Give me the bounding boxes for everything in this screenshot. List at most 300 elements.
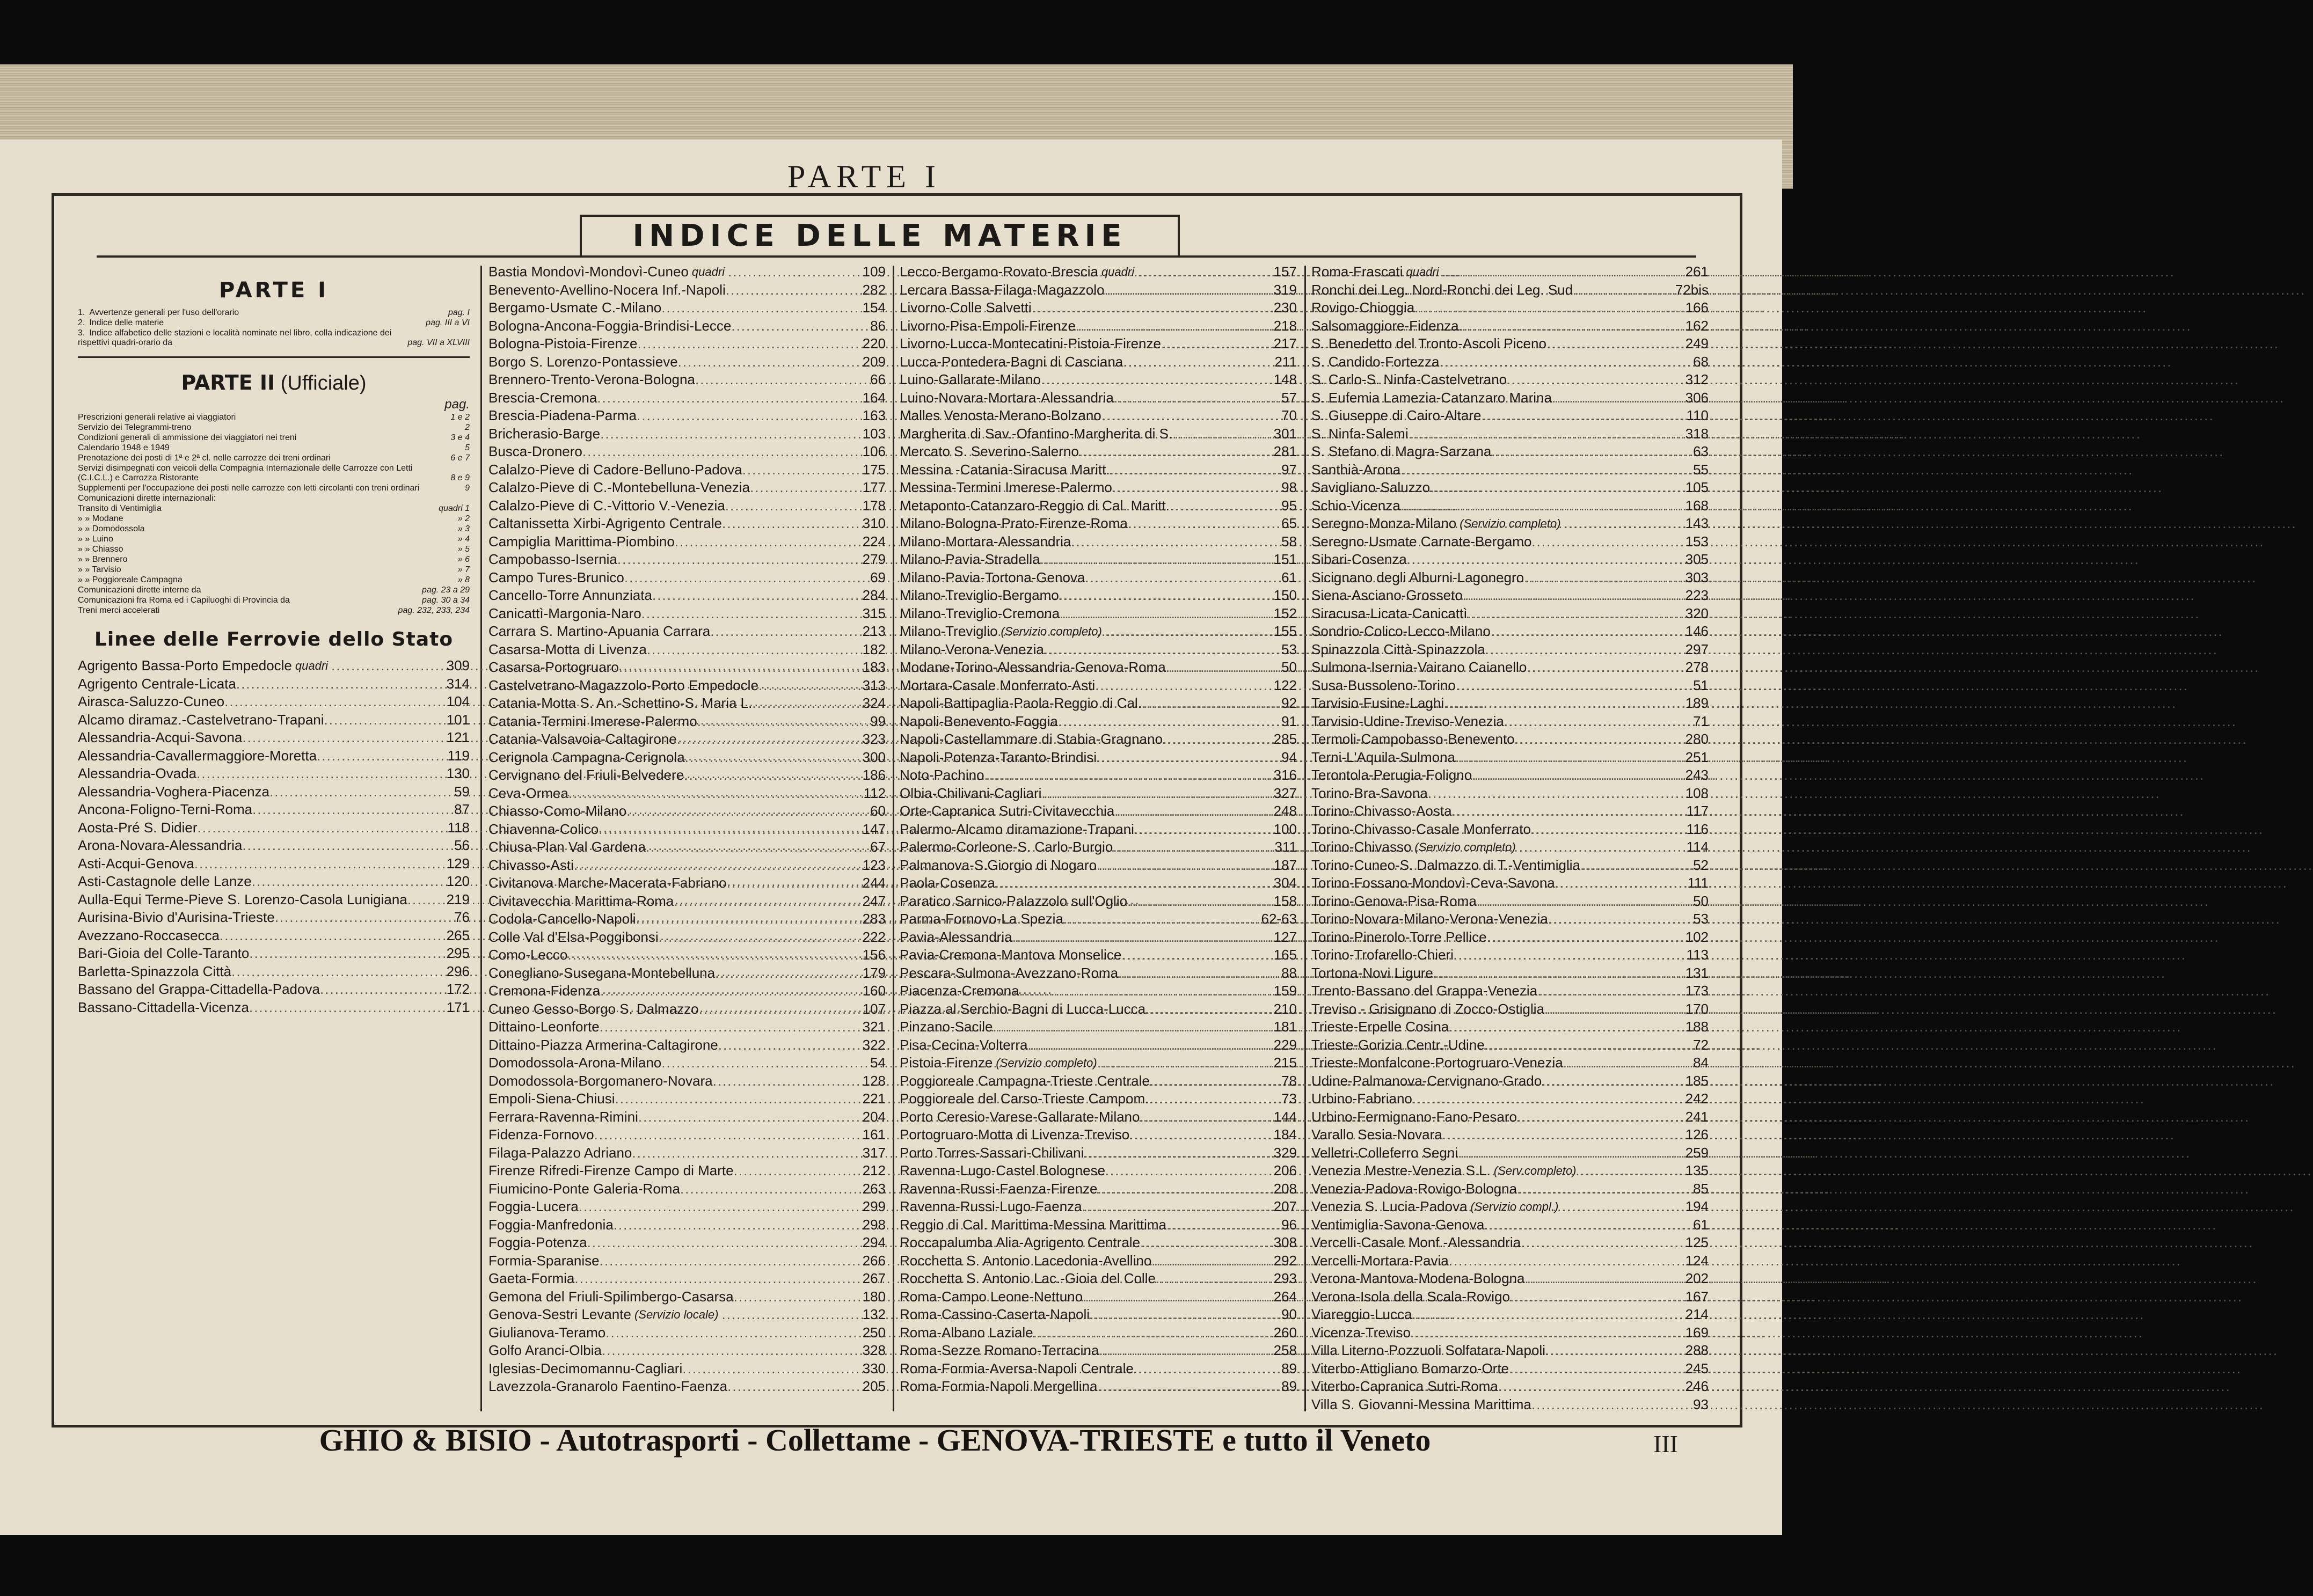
leader-dots bbox=[722, 515, 847, 533]
entry-text bbox=[78, 318, 420, 328]
entry-page: 3 e 4 bbox=[450, 433, 470, 442]
entry-page: 5 bbox=[465, 443, 470, 452]
index-entry bbox=[488, 389, 886, 407]
index-entry bbox=[78, 891, 470, 909]
leader-dots bbox=[600, 982, 847, 1000]
leader-dots bbox=[1515, 730, 1670, 749]
leader-dots bbox=[725, 497, 847, 515]
leader-dots bbox=[699, 1000, 847, 1019]
leader-dots bbox=[1411, 1324, 1670, 1342]
quadro-number: 251 bbox=[1685, 749, 1709, 765]
leader-dots bbox=[637, 407, 847, 425]
index-entry bbox=[1311, 263, 1709, 281]
column-4 bbox=[1311, 263, 1709, 1417]
index-entry bbox=[1311, 785, 1709, 803]
index-entry bbox=[900, 515, 1297, 533]
index-entry bbox=[900, 407, 1297, 425]
line-name: Orte-Capranica Sutri-Civitavecchia bbox=[900, 803, 1115, 819]
quadro-number: 264 bbox=[1273, 1288, 1297, 1305]
index-entry bbox=[1311, 874, 1709, 892]
index-entry bbox=[488, 587, 886, 605]
leader-dots bbox=[252, 801, 431, 819]
section-rule bbox=[78, 356, 470, 358]
leader-dots bbox=[718, 1036, 847, 1055]
leader-dots bbox=[1517, 1108, 1670, 1126]
index-entry bbox=[900, 1036, 1297, 1055]
line-name: Tarvisio-Udine-Treviso-Venezia bbox=[1311, 713, 1504, 729]
line-name: Catania-Motta S. An.-Schettino-S. Maria L. bbox=[488, 695, 753, 711]
quadro-number: 323 bbox=[862, 731, 886, 747]
quadro-number: 296 bbox=[446, 963, 470, 979]
index-entry bbox=[1311, 802, 1709, 821]
line-name: Trieste-Monfalcone-Portogruaro-Venezia bbox=[1311, 1055, 1563, 1071]
quadro-number: 278 bbox=[1685, 659, 1709, 675]
line-name: Treviso - Grisignano di Zocco-Ostiglia bbox=[1311, 1000, 1544, 1017]
line-name: Seregno-Monza-Milano bbox=[1311, 515, 1457, 531]
contents-entry bbox=[78, 433, 470, 443]
index-entry bbox=[1311, 964, 1709, 983]
quadro-number: 144 bbox=[1273, 1108, 1297, 1125]
leader-dots bbox=[636, 910, 847, 928]
line-name: Porto Torres-Sassari-Chilivani bbox=[900, 1144, 1084, 1161]
leader-dots bbox=[721, 1306, 847, 1324]
index-entry bbox=[488, 713, 886, 731]
quadro-number: 280 bbox=[1685, 731, 1709, 747]
quadro-number: 265 bbox=[446, 927, 470, 943]
index-entry bbox=[900, 1324, 1297, 1342]
line-name: Busca-Dronero bbox=[488, 443, 582, 459]
entry-text bbox=[78, 423, 459, 433]
leader-dots bbox=[677, 730, 847, 749]
quadro-number: 52 bbox=[1693, 856, 1709, 873]
line-name: Palermo-Corleone-S. Carlo-Burgio bbox=[900, 839, 1113, 855]
quadro-number: 150 bbox=[1273, 587, 1297, 603]
line-name: Milano-Pavia-Tortona-Genova bbox=[900, 569, 1085, 585]
quadro-number: 163 bbox=[862, 407, 886, 423]
index-entry bbox=[488, 1378, 886, 1396]
entry-page: 1 e 2 bbox=[450, 413, 470, 422]
quadro-number: 312 bbox=[1685, 371, 1709, 387]
line-name: S. Stefano di Magra-Sarzana bbox=[1311, 443, 1492, 459]
line-name: Formia-Sparanise bbox=[488, 1252, 600, 1269]
quadro-number: 263 bbox=[862, 1180, 886, 1197]
quadro-number: 259 bbox=[1685, 1144, 1709, 1161]
leader-dots bbox=[1027, 1036, 1258, 1055]
line-name: Chiavenna-Colico bbox=[488, 821, 599, 837]
leader-dots bbox=[1114, 802, 1258, 821]
index-entry bbox=[900, 1270, 1297, 1288]
index-entry bbox=[1311, 856, 1709, 875]
leader-dots bbox=[1097, 1180, 1258, 1198]
index-entry bbox=[488, 1288, 886, 1306]
index-entry bbox=[78, 927, 470, 945]
quadro-number: 320 bbox=[1685, 605, 1709, 621]
entry-page: » 6 bbox=[457, 555, 470, 564]
line-name: Torino-Pinerolo-Torre Pellice bbox=[1311, 928, 1487, 945]
line-name: Mortara-Casale Monferrato-Asti bbox=[900, 677, 1096, 693]
index-entry bbox=[900, 623, 1297, 641]
line-name: Alessandria-Cavallermaggiore-Moretta bbox=[78, 747, 317, 764]
quadro-number: 211 bbox=[1274, 353, 1297, 370]
index-entry bbox=[1311, 982, 1709, 1000]
index-entry bbox=[900, 1072, 1297, 1090]
line-name: Avezzano-Roccasecca bbox=[78, 927, 220, 943]
quadro-number: 94 bbox=[1281, 749, 1297, 765]
quadro-number: 101 bbox=[446, 711, 470, 728]
leader-dots bbox=[1137, 263, 1258, 281]
index-entry bbox=[488, 479, 886, 497]
leader-dots bbox=[1452, 802, 1670, 821]
index-entry bbox=[1311, 299, 1709, 317]
quadro-number: 92 bbox=[1281, 695, 1297, 711]
leader-dots bbox=[995, 874, 1258, 892]
entry-label: Transito di Ventimiglia bbox=[78, 504, 162, 513]
leader-dots bbox=[231, 963, 431, 981]
line-name: Viterbo-Capranica Sutri-Roma bbox=[1311, 1378, 1498, 1394]
index-entry bbox=[900, 1162, 1297, 1180]
quadro-number: 65 bbox=[1281, 515, 1297, 531]
quadro-number: 266 bbox=[862, 1252, 886, 1269]
quadro-number: 84 bbox=[1693, 1055, 1709, 1071]
entry-label: Comunicazioni fra Roma ed i Capiluoghi di Provincia da bbox=[78, 596, 290, 605]
index-entry bbox=[1311, 1126, 1709, 1144]
quadro-number: 93 bbox=[1693, 1396, 1709, 1412]
quadro-number: 247 bbox=[862, 892, 886, 909]
column-1 bbox=[78, 263, 470, 1417]
line-name: Campiglia Marittima-Piombino bbox=[488, 533, 675, 550]
line-name: Ferrara-Ravenna-Rimini bbox=[488, 1108, 638, 1125]
line-name: Sulmona-Isernia-Vairano Caianello bbox=[1311, 659, 1527, 675]
line-name: Benevento-Avellino-Nocera Inf.-Napoli bbox=[488, 281, 726, 298]
line-name: Firenze Rifredi-Firenze Campo di Marte bbox=[488, 1162, 734, 1178]
index-entry bbox=[1311, 749, 1709, 767]
index-entry bbox=[488, 730, 886, 749]
leader-dots bbox=[1509, 1360, 1670, 1378]
index-entry bbox=[1311, 658, 1709, 677]
quadro-number: 321 bbox=[862, 1019, 886, 1035]
leader-dots bbox=[1063, 910, 1258, 928]
leader-dots bbox=[579, 1198, 847, 1216]
line-name: Paola-Cosenza bbox=[900, 875, 995, 891]
leader-dots bbox=[1149, 1090, 1258, 1108]
quadro-number: 121 bbox=[446, 729, 470, 745]
leader-dots bbox=[1041, 371, 1258, 389]
line-name: Venezia S. Lucia-Padova bbox=[1311, 1198, 1468, 1214]
index-entry bbox=[900, 892, 1297, 911]
index-entry bbox=[1311, 1288, 1709, 1306]
line-name: Venezia-Padova-Rovigo-Bologna bbox=[1311, 1180, 1517, 1197]
line-name: Piacenza-Cremona bbox=[900, 983, 1019, 999]
index-entry bbox=[488, 766, 886, 785]
line-name: Iglesias-Decimomannu-Cagliari bbox=[488, 1360, 683, 1377]
line-name: Lavezzola-Granarolo Faentino-Faenza bbox=[488, 1378, 728, 1394]
line-name: Velletri-Colleferro Segni bbox=[1311, 1144, 1458, 1161]
contents-entry bbox=[78, 535, 470, 544]
line-name: Verona-Mantova-Modena-Bologna bbox=[1311, 1270, 1525, 1286]
index-entry bbox=[1311, 1036, 1709, 1055]
line-name: Napoli-Potenza-Taranto-Brindisi bbox=[900, 749, 1097, 765]
line-name: Poggioreale del Carso-Trieste Campom. bbox=[900, 1090, 1149, 1107]
quadro-number: 202 bbox=[1685, 1270, 1709, 1286]
line-name: Genova-Sestri Levante bbox=[488, 1306, 631, 1322]
index-entry bbox=[1311, 281, 1709, 299]
entry-page: pag. VII a XLVIII bbox=[407, 338, 470, 347]
quadro-number: 130 bbox=[446, 765, 470, 781]
leader-dots bbox=[1412, 1090, 1670, 1108]
quadro-number: 295 bbox=[446, 945, 470, 961]
leader-dots bbox=[1414, 299, 1670, 317]
line-name: Chiasso-Como-Milano bbox=[488, 803, 627, 819]
index-entry bbox=[78, 873, 470, 891]
quadro-number: 105 bbox=[1685, 479, 1709, 495]
leader-dots bbox=[1573, 281, 1670, 299]
line-name: S. Benedetto del Tronto-Ascoli Piceno bbox=[1311, 335, 1546, 352]
quadro-number: 243 bbox=[1685, 767, 1709, 783]
line-name: Malles Venosta-Merano-Bolzano bbox=[900, 407, 1101, 423]
index-entry bbox=[488, 407, 886, 425]
line-note: quadri bbox=[691, 265, 725, 279]
entry-text bbox=[78, 524, 453, 534]
index-entry bbox=[488, 694, 886, 713]
entry-label: » » Poggioreale Campagna bbox=[78, 575, 183, 584]
index-entry bbox=[1311, 1180, 1709, 1198]
leader-dots bbox=[1562, 1198, 1670, 1216]
index-entry bbox=[488, 317, 886, 335]
line-name: Carrara S. Martino-Apuania Carrara bbox=[488, 623, 711, 639]
leader-dots bbox=[1524, 1270, 1670, 1288]
line-name: Noto-Pachino bbox=[900, 767, 984, 783]
index-entry bbox=[1311, 1324, 1709, 1342]
entry-page: » 5 bbox=[457, 545, 470, 554]
line-name: Roma-Formia-Aversa-Napoli Centrale bbox=[900, 1360, 1134, 1377]
quadro-number: 306 bbox=[1685, 389, 1709, 406]
index-entry bbox=[900, 1126, 1297, 1144]
quadro-number: 119 bbox=[447, 747, 470, 764]
index-entry bbox=[1311, 497, 1709, 515]
entry-label: » » Modane bbox=[78, 514, 123, 523]
quadro-number: 90 bbox=[1281, 1306, 1297, 1322]
leader-dots bbox=[1172, 425, 1258, 443]
line-name: Pisa-Cecina-Volterra bbox=[900, 1036, 1028, 1053]
quadro-number: 322 bbox=[862, 1036, 886, 1053]
line-name: Olbia-Chilivani-Cagliari bbox=[900, 785, 1042, 801]
quadro-number: 158 bbox=[1273, 892, 1297, 909]
leader-dots bbox=[249, 999, 431, 1017]
entry-text bbox=[78, 464, 445, 483]
leader-dots bbox=[249, 945, 431, 963]
quadro-number: 244 bbox=[862, 875, 886, 891]
line-name: Piazza al Serchio-Bagni di Lucca-Lucca bbox=[900, 1000, 1146, 1017]
index-entry bbox=[488, 821, 886, 839]
leader-dots bbox=[1458, 1144, 1670, 1162]
leader-dots bbox=[1430, 479, 1670, 497]
quadro-number: 106 bbox=[862, 443, 886, 459]
index-entry bbox=[900, 928, 1297, 947]
leader-dots bbox=[1527, 658, 1670, 677]
quadro-number: 159 bbox=[1273, 983, 1297, 999]
entry-label: Servizio dei Telegrammi-treno bbox=[78, 423, 192, 432]
leader-dots bbox=[742, 461, 847, 479]
line-name: Campobasso-Isernia bbox=[488, 551, 617, 567]
leader-dots bbox=[1019, 982, 1258, 1000]
entry-text bbox=[78, 328, 402, 348]
leader-dots bbox=[1564, 515, 1670, 533]
line-name: Poggioreale Campagna-Trieste Centrale bbox=[900, 1072, 1150, 1089]
index-entry bbox=[900, 605, 1297, 623]
quadro-number: 57 bbox=[1281, 389, 1297, 406]
quadro-number: 100 bbox=[1273, 821, 1297, 837]
index-entry bbox=[488, 335, 886, 353]
leader-dots bbox=[1097, 856, 1258, 875]
quadro-number: 299 bbox=[862, 1198, 886, 1214]
quadro-number: 282 bbox=[862, 281, 886, 298]
line-note: quadri bbox=[1101, 265, 1135, 279]
leader-dots bbox=[727, 1378, 847, 1396]
leader-dots bbox=[1484, 1216, 1670, 1234]
quadro-number: 181 bbox=[1273, 1019, 1297, 1035]
leader-dots bbox=[632, 1144, 847, 1162]
line-name: S. Ninfa-Salemi bbox=[1311, 425, 1409, 442]
leader-dots bbox=[1100, 1054, 1258, 1072]
line-name: Bari-Gioia del Colle-Taranto bbox=[78, 945, 250, 961]
part-title: PARTE I bbox=[787, 159, 941, 194]
quadro-number: 328 bbox=[862, 1342, 886, 1358]
line-name: Luino-Novara-Mortara-Alessandria bbox=[900, 389, 1114, 406]
index-entry bbox=[488, 838, 886, 856]
page-label: pag. bbox=[444, 397, 470, 412]
entry-page: » 7 bbox=[457, 565, 470, 574]
part2-list bbox=[78, 413, 470, 616]
entry-text bbox=[78, 606, 393, 616]
leader-dots bbox=[1041, 785, 1258, 803]
leader-dots bbox=[1542, 1072, 1670, 1090]
leader-dots bbox=[1510, 1288, 1670, 1306]
index-entry bbox=[900, 694, 1297, 713]
leader-dots bbox=[1477, 892, 1670, 911]
index-entry bbox=[488, 299, 886, 317]
index-entry bbox=[900, 461, 1297, 479]
index-entry bbox=[900, 910, 1297, 928]
quadro-number: 62-63 bbox=[1261, 911, 1297, 927]
index-entry bbox=[488, 910, 886, 928]
line-name: Palmanova-S.Giorgio di Nogaro bbox=[900, 856, 1097, 873]
leader-dots bbox=[1170, 497, 1258, 515]
line-note: (Servizio locale) bbox=[634, 1308, 719, 1321]
leader-dots bbox=[1090, 1306, 1258, 1324]
entry-label: Prenotazione dei posti di 1ª e 2ª cl. nelle carrozze dei treni ordinari bbox=[78, 453, 331, 463]
line-name: Pavia-Alessandria bbox=[900, 928, 1012, 945]
line-name: Ventimiglia-Savona-Genova bbox=[1311, 1216, 1485, 1233]
line-name: Foggia-Potenza bbox=[488, 1234, 587, 1250]
entry-number: 3. bbox=[78, 328, 85, 338]
quadro-number: 127 bbox=[1273, 928, 1297, 945]
quadro-number: 303 bbox=[1685, 569, 1709, 585]
leader-dots bbox=[1504, 713, 1670, 731]
entry-label: » » Brennero bbox=[78, 555, 128, 564]
leader-dots bbox=[1140, 1234, 1258, 1252]
leader-dots bbox=[574, 856, 847, 875]
line-name: Chiusa-Plan Val Gardena bbox=[488, 839, 646, 855]
line-name: Bologna-Pistoia-Firenze bbox=[488, 335, 638, 352]
index-entry bbox=[488, 1216, 886, 1234]
index-entry bbox=[488, 1306, 886, 1324]
line-name: Tortona-Novi Ligure bbox=[1311, 964, 1433, 981]
line-name: Bastia Mondovì-Mondovì-Cuneo bbox=[488, 263, 689, 280]
index-entry bbox=[1311, 569, 1709, 587]
index-entry bbox=[1311, 1108, 1709, 1126]
line-name: Roma-Cassino-Caserta-Napoli bbox=[900, 1306, 1090, 1322]
index-entry bbox=[488, 1072, 886, 1090]
line-name: Roma-Frascati bbox=[1311, 263, 1403, 280]
entry-page: » 8 bbox=[457, 575, 470, 584]
line-name: Gaeta-Formia bbox=[488, 1270, 575, 1286]
leader-dots bbox=[331, 657, 431, 675]
quadro-number: 110 bbox=[1686, 407, 1709, 423]
line-name: S. Carlo-S. Ninfa-Castelvetrano bbox=[1311, 371, 1507, 387]
entry-page: 8 e 9 bbox=[450, 473, 470, 482]
quadro-number: 66 bbox=[870, 371, 886, 387]
quadro-number: 125 bbox=[1685, 1234, 1709, 1250]
line-name: Cremona-Fidenza bbox=[488, 983, 601, 999]
leader-dots bbox=[675, 533, 847, 551]
contents-entry bbox=[78, 413, 470, 422]
part1-heading: PARTE I bbox=[218, 278, 329, 303]
quadro-number: 224 bbox=[862, 533, 886, 550]
index-entry bbox=[900, 569, 1297, 587]
quadro-number: 160 bbox=[862, 983, 886, 999]
line-name: Villa Literno-Pozzuoli Solfatara-Napoli bbox=[1311, 1342, 1545, 1358]
leader-dots bbox=[1442, 263, 1670, 281]
entry-page: 9 bbox=[465, 484, 470, 493]
index-entry bbox=[1311, 641, 1709, 659]
leader-dots bbox=[1114, 389, 1258, 407]
index-entry bbox=[900, 1378, 1297, 1396]
line-name: Napoli-Battipaglia-Paola-Reggio di Cal. bbox=[900, 695, 1142, 711]
entry-text bbox=[78, 433, 445, 443]
entry-label: Avvertenze generali per l'uso dell'orario bbox=[89, 308, 239, 317]
quadro-number: 157 bbox=[1273, 263, 1297, 280]
line-name: Aosta-Pré S. Didier bbox=[78, 819, 198, 836]
quadro-number: 166 bbox=[1685, 299, 1709, 316]
index-entry bbox=[488, 1108, 886, 1126]
line-name: Casarsa-Portogruaro bbox=[488, 659, 619, 675]
quadro-number: 122 bbox=[1273, 677, 1297, 693]
index-entry bbox=[488, 263, 886, 281]
leader-dots bbox=[1097, 1378, 1258, 1396]
quadro-number: 293 bbox=[1273, 1270, 1297, 1286]
line-name: Trieste-Gorizia Centr.-Udine bbox=[1311, 1036, 1485, 1053]
contents-entry bbox=[78, 585, 470, 595]
contents-entry bbox=[78, 565, 470, 575]
line-name: Gemona del Friuli-Spilimbergo-Casarsa bbox=[488, 1288, 734, 1305]
index-entry bbox=[900, 317, 1297, 335]
leader-dots bbox=[1040, 551, 1258, 569]
entry-text bbox=[78, 575, 453, 585]
leader-dots bbox=[1555, 874, 1670, 892]
leader-dots bbox=[1400, 461, 1670, 479]
line-name: Livorno-Colle Salvetti bbox=[900, 299, 1032, 316]
quadro-number: 327 bbox=[1273, 785, 1297, 801]
quadro-number: 319 bbox=[1273, 281, 1297, 298]
line-name: Roma-Formia-Napoli Mergellina bbox=[900, 1378, 1098, 1394]
entry-label: » » Luino bbox=[78, 535, 113, 544]
entry-label: Condizioni generali di ammissione dei viaggiatori nei treni bbox=[78, 433, 297, 442]
index-entry bbox=[900, 1054, 1297, 1072]
quadro-number: 329 bbox=[1273, 1144, 1297, 1161]
line-name: Calalzo-Pieve di C.-Vittorio V.-Venezia bbox=[488, 497, 725, 514]
index-entry bbox=[488, 353, 886, 371]
leader-dots bbox=[1507, 371, 1670, 389]
